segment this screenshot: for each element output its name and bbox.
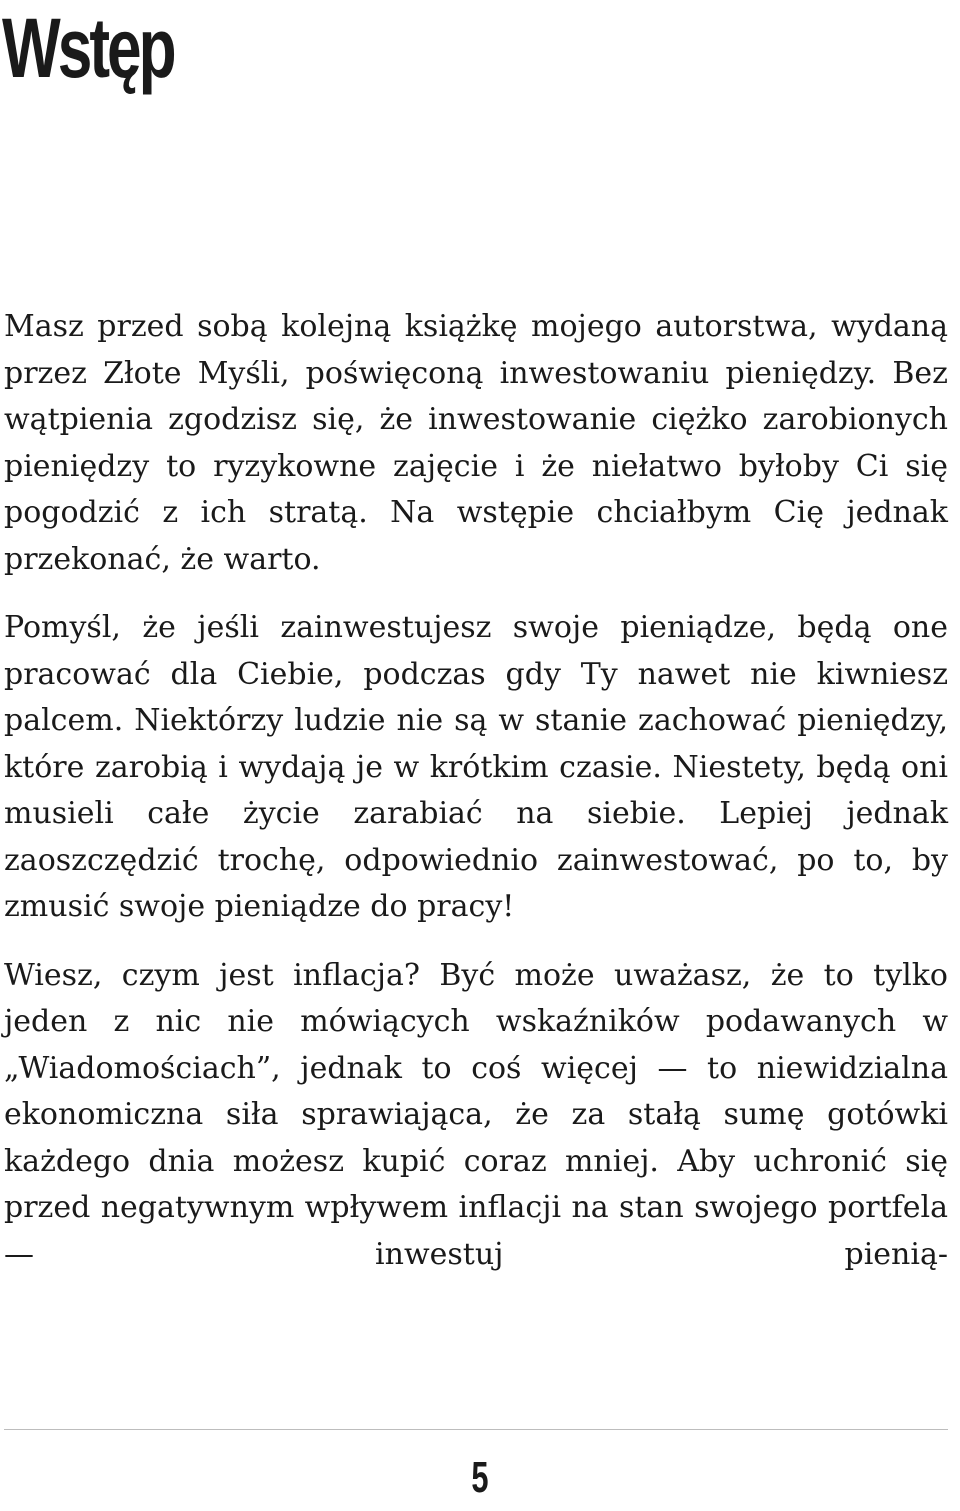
paragraph-2: Pomyśl, że jeśli zainwestujesz swoje pieniądze, będą one pracować dla Ciebie, podczas gdy Ty nawet nie kiwniesz palcem. Niektórzy ludzie nie są w stanie zachować pieniędzy, które zarobią i wydają je w krótkim czasie. Niestety, będą oni musieli całe życie zarabiać na siebie. Lepiej jednak zaoszczędzić trochę, odpowiednio zainwestować, po to, by zmusić swoje pieniądze do pracy! [4,610,948,924]
paragraph-3: Wiesz, czym jest inflacja? Być może uważasz, że to tylko jeden z nic nie mówiących wskaźników podawanych w „Wiadomościach”, jednak to coś więcej — to niewidzialna ekonomiczna siła sprawiająca, że za stałą sumę gotówki każdego dnia możesz kupić coraz mniej. Aby uchronić się przed negatywnym wpływem inflacji na stan swojego portfela — inwestuj pienią- [4,957,948,1272]
paragraph-1: Masz przed sobą kolejną książkę mojego autorstwa, wydaną przez Złote Myśli, poświęconą inwestowaniu pieniędzy. Bez wątpienia zgodzisz się, że inwestowanie ciężko zarobionych pieniędzy to ryzykowne zajęcie i że niełatwo byłoby Ci się pogodzić z ich stratą. Na wstępie chciałbym Cię jednak przekonać, że warto. [4,309,948,577]
page-title: Wstęp [2,1,174,95]
body-text [4,304,948,1278]
footer-divider [4,1429,948,1430]
page-number: 5 [471,1453,489,1502]
